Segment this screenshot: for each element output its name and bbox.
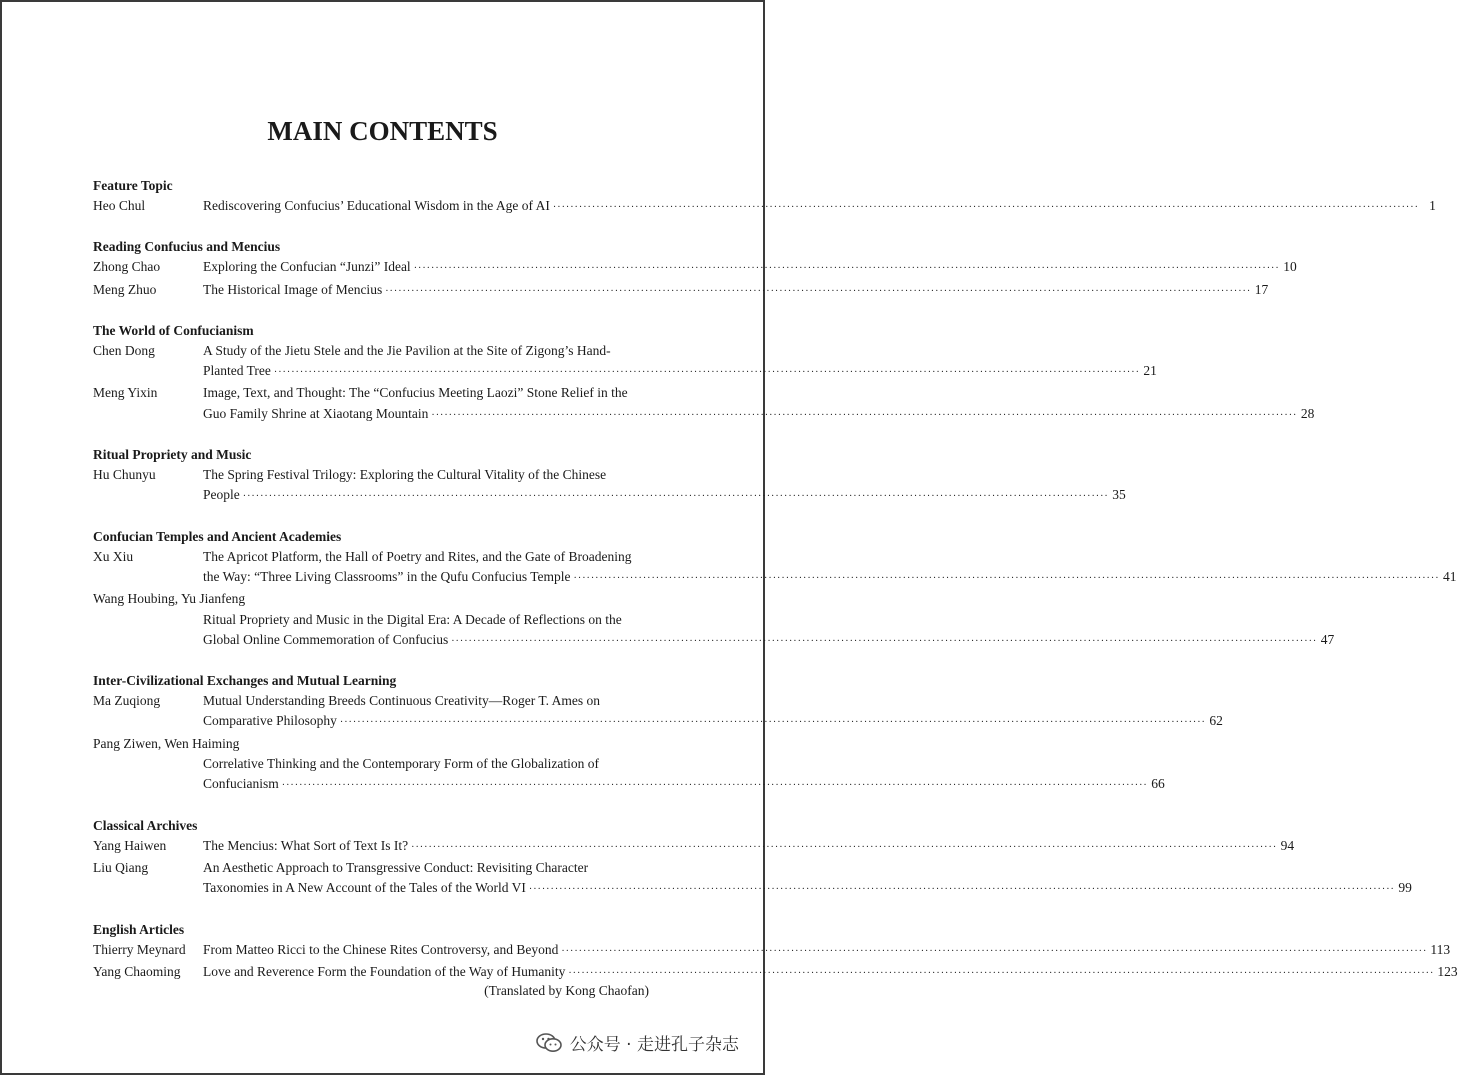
entry-title-line: Rediscovering Confucius’ Educational Wisdom in the Age of AI <box>203 198 550 213</box>
toc-entry[interactable] <box>93 589 1335 652</box>
entry-title-line: the Way: “Three Living Classrooms” in the Qufu Confucius Temple <box>203 568 571 584</box>
entry-title-line: Guo Family Shrine at Xiaotang Mountain <box>203 405 429 421</box>
dot-leader: ········································································································································································································ <box>339 717 1206 729</box>
entry-title-line: A Study of the Jietu Stele and the Jie Pavilion at the Site of Zigong’s Hand- <box>203 342 611 358</box>
entry-title-line: The Mencius: What Sort of Text Is It? <box>203 837 409 853</box>
toc-entry[interactable] <box>93 196 1436 218</box>
page-number: 28 <box>1300 405 1315 421</box>
entry-author: Ma Zuqiong <box>93 693 161 709</box>
entry-title-line: Confucianism <box>203 776 279 792</box>
entry-title-line: From Matteo Ricci to the Chinese Rites Controversy, and Beyond <box>203 941 559 957</box>
page-number: 17 <box>1254 281 1269 297</box>
dot-leader: ········································································································································································································ <box>528 884 1395 896</box>
entry-title-line: Mutual Understanding Breeds Continuous Creativity—Roger T. Ames on <box>203 693 600 709</box>
page-number: 123 <box>1437 963 1458 979</box>
entry-author: Yang Chaoming <box>93 963 181 979</box>
toc-section <box>93 920 1458 985</box>
entry-author: Meng Zhuo <box>93 281 157 297</box>
wechat-icon <box>536 1033 562 1053</box>
page-number: 47 <box>1320 631 1335 647</box>
toc-section <box>93 176 1436 218</box>
entry-author: Liu Qiang <box>93 859 149 875</box>
page-number: 62 <box>1209 713 1223 729</box>
entry-author: Heo Chul <box>93 198 146 213</box>
entry-author: Wang Houbing, Yu Jianfeng <box>93 591 246 607</box>
entry-title-line: Exploring the Confucian “Junzi” Ideal <box>203 259 411 275</box>
toc-entry[interactable] <box>93 257 1297 279</box>
entry-author: Pang Ziwen, Wen Haiming <box>93 735 240 751</box>
page-number: 41 <box>1443 568 1457 584</box>
toc-entry[interactable] <box>93 280 1269 302</box>
table-of-contents <box>93 176 1458 1003</box>
section-heading: The World of Confucianism <box>93 322 254 338</box>
toc-entry[interactable] <box>93 836 1295 858</box>
toc-entry[interactable] <box>93 691 1223 734</box>
entry-title-line: Global Online Commemoration of Confucius <box>203 631 449 647</box>
entry-title-line: Taxonomies in A New Account of the Tales of the World VI <box>203 880 526 896</box>
entry-author: Hu Chunyu <box>93 467 156 483</box>
toc-entry[interactable] <box>93 962 1458 984</box>
dot-leader: ········································································································································································································ <box>568 967 1435 979</box>
watermark <box>536 1030 739 1055</box>
page-number: 113 <box>1430 941 1451 957</box>
entry-author: Yang Haiwen <box>93 837 167 853</box>
entry-title-line: Image, Text, and Thought: The “Confucius Meeting Laozi” Stone Relief in the <box>203 385 628 401</box>
entry-author: Thierry Meynard <box>93 941 186 957</box>
entry-title-line: Love and Reverence Form the Foundation of the Way of Humanity <box>203 963 566 979</box>
entry-title-line: Ritual Propriety and Music in the Digital Era: A Decade of Reflections on the <box>203 611 622 627</box>
section-heading: Ritual Propriety and Music <box>93 447 252 463</box>
dot-leader: ········································································································································································································ <box>242 491 1109 503</box>
dot-leader: ········································································································································································································ <box>561 945 1428 957</box>
dot-leader: ········································································································································································································ <box>552 202 1419 213</box>
toc-section <box>93 445 1126 508</box>
toc-entry[interactable] <box>93 940 1451 962</box>
entry-title-line: The Spring Festival Trilogy: Exploring the Cultural Vitality of the Chinese <box>203 467 607 483</box>
toc-entry[interactable] <box>93 734 1165 797</box>
toc-entry[interactable] <box>93 383 1315 426</box>
toc-section <box>93 671 1223 796</box>
entry-title-line: The Historical Image of Mencius <box>203 281 383 297</box>
section-heading: Feature Topic <box>93 178 173 193</box>
dot-leader: ········································································································································································································ <box>573 572 1440 584</box>
entry-title-line: Planted Tree <box>203 363 271 379</box>
page-number: 10 <box>1283 259 1297 275</box>
section-heading: Reading Confucius and Mencius <box>93 239 281 255</box>
page-number: 35 <box>1112 487 1126 503</box>
toc-entry[interactable] <box>93 858 1412 901</box>
page-number: 66 <box>1151 776 1165 792</box>
toc-section <box>93 321 1315 426</box>
page-number: 21 <box>1143 363 1157 379</box>
section-heading: Confucian Temples and Ancient Academies <box>93 528 342 544</box>
entry-author: Meng Yixin <box>93 385 158 401</box>
toc-entry[interactable] <box>93 341 1157 384</box>
toc-section <box>93 816 1412 901</box>
translator-credit: (Translated by Kong Chaofan) <box>484 983 649 998</box>
section-heading: Inter-Civilizational Exchanges and Mutual Learning <box>93 673 397 689</box>
entry-title-line: Correlative Thinking and the Contemporary Form of the Globalization of <box>203 756 600 772</box>
entry-title-line: People <box>203 487 240 503</box>
entry-title-line: The Apricot Platform, the Hall of Poetry and Rites, and the Gate of Broadening <box>203 548 632 564</box>
section-heading: Classical Archives <box>93 817 198 833</box>
dot-leader: ········································································································································································································ <box>451 635 1318 647</box>
toc-entry[interactable] <box>93 465 1126 508</box>
toc-section <box>93 237 1297 302</box>
page-number: 1 <box>1429 198 1436 213</box>
watermark-text: 公众号 · 走进孔子杂志 <box>569 1035 739 1055</box>
page-number: 99 <box>1398 880 1412 896</box>
entry-author: Zhong Chao <box>93 259 161 275</box>
dot-leader: ········································································································································································································ <box>385 285 1252 297</box>
entry-author: Xu Xiu <box>93 548 134 564</box>
dot-leader: ········································································································································································································ <box>281 780 1148 792</box>
dot-leader: ········································································································································································································ <box>273 367 1140 379</box>
entry-author: Chen Dong <box>93 342 155 358</box>
toc-section <box>93 527 1457 652</box>
page-title: MAIN CONTENTS <box>267 116 498 146</box>
entry-title-line: Comparative Philosophy <box>203 713 337 729</box>
dot-leader: ········································································································································································································ <box>431 409 1298 421</box>
section-heading: English Articles <box>93 921 185 937</box>
entry-title-line: An Aesthetic Approach to Transgressive Conduct: Revisiting Character <box>203 859 589 875</box>
page-number: 94 <box>1280 837 1295 853</box>
dot-leader: ········································································································································································································ <box>411 841 1278 853</box>
toc-entry[interactable] <box>93 547 1457 590</box>
dot-leader: ········································································································································································································ <box>413 263 1280 275</box>
